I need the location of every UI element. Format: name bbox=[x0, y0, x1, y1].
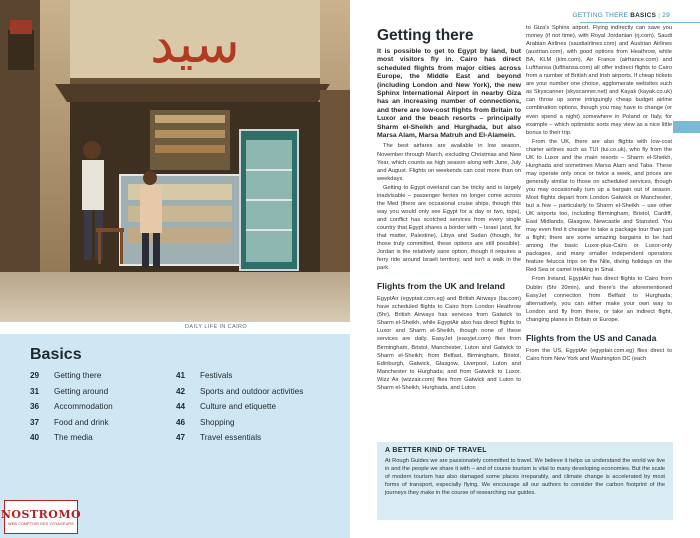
toc-item bbox=[30, 384, 180, 400]
toc-page-number: 29 bbox=[30, 371, 40, 381]
better-travel-box bbox=[377, 442, 673, 520]
toc-page-number: 31 bbox=[30, 386, 40, 396]
logo-tagline: WEB COMPTOIR DES VOYAGEURS bbox=[8, 522, 74, 526]
toc-label: Travel essentials bbox=[200, 433, 262, 443]
running-head: GETTING THERE BASICS | 29 bbox=[572, 12, 670, 19]
paragraph-us-flights: From the US, EgyptAir (egyptair.com.eg) flies direct to Cairo from New York and Washington DC (each bbox=[526, 347, 672, 362]
toc-item bbox=[30, 399, 180, 415]
toc-page-number: 37 bbox=[30, 417, 40, 427]
toc-page-number: 44 bbox=[176, 402, 186, 412]
heading-us-canada: Flights from the US and Canada bbox=[526, 332, 657, 343]
toc-page-number: 46 bbox=[176, 417, 186, 427]
toc-label: Getting around bbox=[54, 386, 109, 396]
arabic-shop-sign: سيد bbox=[150, 12, 240, 75]
running-head-section: GETTING THERE bbox=[572, 12, 629, 19]
cairo-street-illustration bbox=[0, 0, 350, 322]
text-column-left bbox=[377, 24, 521, 393]
toc-item bbox=[176, 384, 326, 400]
toc-item bbox=[176, 399, 326, 415]
running-head-chapter: BASICS bbox=[630, 12, 657, 19]
toc-item bbox=[176, 415, 326, 431]
toc-label: Culture and etiquette bbox=[200, 402, 277, 412]
toc-item bbox=[30, 430, 180, 446]
text-column-right bbox=[526, 24, 672, 364]
toc-label: Sports and outdoor activities bbox=[200, 386, 304, 396]
photo-caption-bar bbox=[0, 322, 350, 334]
toc-item bbox=[30, 368, 180, 384]
toc-label: Festivals bbox=[200, 371, 233, 381]
toc-page-number: 36 bbox=[30, 402, 40, 412]
basics-title: Basics bbox=[30, 346, 82, 363]
toc-page-number: 41 bbox=[176, 371, 186, 381]
running-head-rule bbox=[580, 22, 700, 23]
paragraph-overland: Getting to Egypt overland can be tricky and is largely inadvisable – passenger ferries no longer come across the Med (there are occasional cruise ships, though this way you would only see Egypt for a day or two, tops), and conflict has scotched services from every single country that Egypt shares a border with – Israel (and, for that matter, Palestine), Libya and Sudan (though, for those truly committed, these options are still possible). Jordan is the relatively sane option, though it requires a ferry ride around Israeli territory, and isn't a walk in the park. bbox=[377, 184, 521, 272]
toc-label: Shopping bbox=[200, 417, 235, 427]
toc-label: Getting there bbox=[54, 371, 102, 381]
paragraph-uk-flights: EgyptAir (egyptair.com.eg) and British Airways (ba.com) have scheduled flights to Cairo from London Heathrow (5hr). British Airways has services from Gatwick to Sharm el-Sheikh, while EgyptAir also has direct flights to Luxor and Sharm el-Sheikh, though none of these services are daily. EasyJet (easyjet.com) flies from Birmingham, Bristol, Manchester, Luton and Gatwick to Sharm el-Sheikh; from Belfast, Birmingham, Bristol, Edinburgh, Gatwick, Glasgow, Liverpool, Luton and Manchester to Hurghada; and from Gatwick to Luxor. Wizz Air (wizzair.com) flies from Gatwick and Luton to Sharm el-Sheikh, Hurghada, and Luton bbox=[377, 296, 521, 391]
nostromo-logo bbox=[0, 500, 82, 534]
better-travel-text: At Rough Guides we are passionately committed to travel. We believe it helps us understand the world we live in and the people we share it with – and of course tourism is vital to many developing economies. But the scale of modern tourism has also damaged some places irreparably, and climate change is accelerated by most forms of transport, especially flying. We encourage all our authors to consider the carbon footprint of the journeys they make in the course of researching our guides. bbox=[385, 458, 665, 496]
paragraph-charter: From the UK, there are also flights with low-cost charter airlines such as TUI (tui.co.uk), who fly from the UK to Luxor and the main resorts – Sharm el-Sheikh, Hurghada and sometimes Marsa Alam and Taba. These may operate only once or twice a week, and prices are generally similar to those on scheduled services, though you may occasionally turn up a bargain out of season. Most flights depart from London Gatwick or Manchester, but a few – particularly to Sharm el-Sheikh – use other UK airports too, including Birmingham, Bristol, Cardiff, East Midlands, Glasgow, Newcastle and Stansted. You may even find it cheaper to take a package tour than just a flight; there are some amazing bargains to be had among the basic Luxor-plus-Cairo or Luxor-only packages, and many smaller independent operators feature felucca trips on the Nile, diving holidays on the Red Sea or camel trekking in Sinai. bbox=[526, 138, 672, 274]
toc-label: Food and drink bbox=[54, 417, 109, 427]
paragraph-indirect-flights: to Giza's Sphinx airport. Flying indirectly can save you money (if not time), with Royal Jordanian (rj.com), Saudi Arabian Airlines (saudiairlines.com) and Austrian Airlines (austrian.com), with good options from Heathrow, while BA, KLM (klm.com), Air France (airfrance.com) and Lufthansa (lufthansa.com) all offer indirect flights to Cairo from a number of British and Irish airports. If cheap tickets are your number one choice, agglomerate websites such as Skyscanner (skyscanner.net) and Kayak (kayak.co.uk) can throw up some intriguingly cheap budget airline combination options, though you may have to change (or even spend a night) somewhere in Poland or Italy, for example – which optimistic sorts may view as a nice little bonus to their trip. bbox=[526, 25, 672, 136]
lead-paragraph: It is possible to get to Egypt by land, but most visitors fly in. Cairo has direct scheduled flights from major cities across Europe, the Middle East and beyond (including London and New York), the new Sphinx International Airport in nearby Giza has an increasing number of connections, and there are low-cost flights from Britain to Luxor and the beach resorts – principally Sharm el-Sheikh and Hurghada, but also Marsa Alam, Marsa Matruh and El-Alamein. bbox=[377, 48, 521, 140]
better-travel-title: A BETTER KIND OF TRAVEL bbox=[385, 447, 487, 454]
photo-caption: DAILY LIFE IN CAIRO bbox=[185, 324, 248, 330]
toc-item bbox=[176, 430, 326, 446]
chapter-thumb-tab bbox=[673, 121, 700, 133]
heading-uk-ireland: Flights from the UK and Ireland bbox=[377, 281, 505, 292]
cairo-street-photo bbox=[0, 0, 350, 322]
logo-wordmark: NOSTROMO bbox=[0, 508, 82, 521]
paragraph-airfares: The best airfares are available in low season, November through March, excluding Christmas and New Year, which counts as high season along with June, July and August. Flights on weekends can cost more than on weekdays. bbox=[377, 143, 521, 182]
toc-item bbox=[30, 415, 180, 431]
page-number: 29 bbox=[662, 12, 670, 19]
paragraph-ireland: From Ireland, EgyptAir has direct flights to Cairo from Dublin (5hr 20min), and there's the aforementioned EasyJet connection from Belfast to Hurghada; alternatively, you can either make your own way to London and fly from there, or take an indirect flight, changing planes in Britain or Europe. bbox=[526, 276, 672, 323]
toc-label: The media bbox=[54, 433, 93, 443]
toc-page-number: 47 bbox=[176, 433, 186, 443]
toc-page-number: 42 bbox=[176, 386, 186, 396]
chapter-heading: Getting there bbox=[377, 27, 474, 44]
toc-column-left bbox=[30, 368, 180, 446]
toc-label: Accommodation bbox=[54, 402, 113, 412]
toc-column-right bbox=[176, 368, 326, 446]
toc-item bbox=[176, 368, 326, 384]
toc-page-number: 40 bbox=[30, 433, 40, 443]
